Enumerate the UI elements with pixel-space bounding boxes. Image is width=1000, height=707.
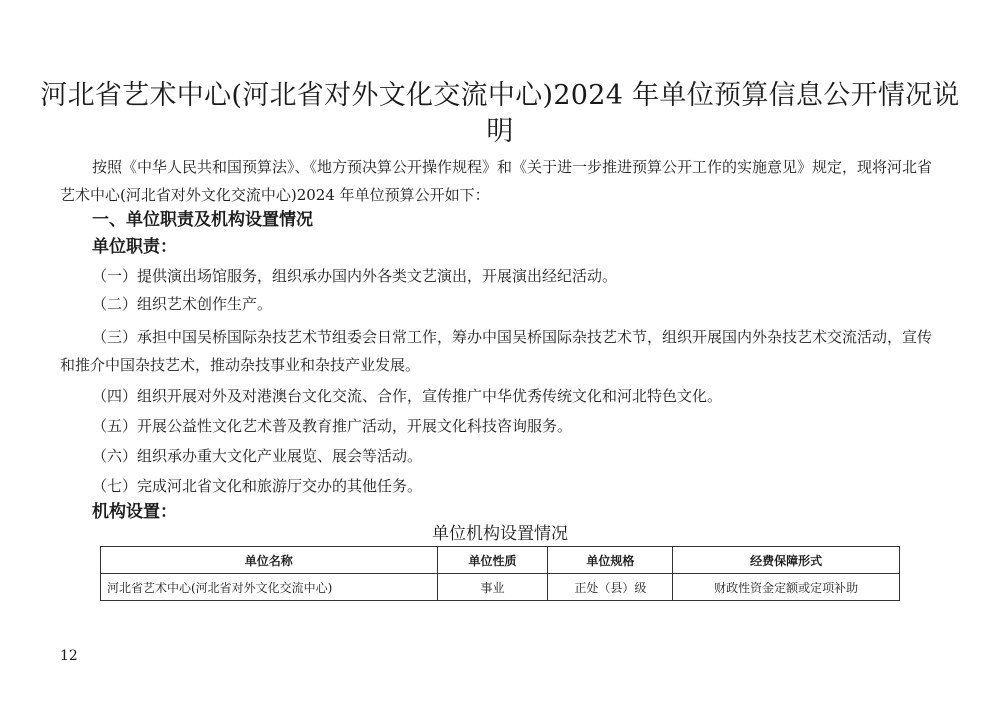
table-header-row xyxy=(101,547,900,574)
cell-unit-name: 河北省艺术中心(河北省对外文化交流中心) xyxy=(101,574,438,601)
duty-item-3: （三）承担中国吴桥国际杂技艺术节组委会日常工作，筹办中国吴桥国际杂技艺术节，组织开展国内外杂技艺术交流活动，宣传和推介中国杂技艺术，推动杂技事业和杂技产业发展。 xyxy=(60,328,933,374)
header-unit-level: 单位规格 xyxy=(548,547,673,574)
duty-item-2: （二）组织艺术创作生产。 xyxy=(92,295,273,313)
header-unit-name: 单位名称 xyxy=(101,547,438,574)
org-heading: 机构设置： xyxy=(92,502,177,522)
table-row xyxy=(101,574,900,601)
title-line-1: 河北省艺术中心(河北省对外文化交流中心)2024 年单位预算信息公开情况说 xyxy=(40,80,960,111)
duty-item-1: （一）提供演出场馆服务，组织承办国内外各类文艺演出，开展演出经纪活动。 xyxy=(92,267,618,285)
duty-item-4: （四）组织开展对外及对港澳台文化交流、合作，宣传推广中华优秀传统文化和河北特色文化。 xyxy=(92,387,723,405)
duty-item-5: （五）开展公益性文化艺术普及教育推广活动，开展文化科技咨询服务。 xyxy=(92,417,573,435)
header-funding-type: 经费保障形式 xyxy=(673,547,900,574)
header-unit-nature: 单位性质 xyxy=(437,547,548,574)
title-line-2: 明 xyxy=(486,116,514,147)
cell-unit-nature: 事业 xyxy=(437,574,548,601)
table-caption: 单位机构设置情况 xyxy=(432,524,568,544)
cell-funding-type: 财政性资金定额或定项补助 xyxy=(673,574,900,601)
section-heading-1: 一、单位职责及机构设置情况 xyxy=(92,210,313,230)
intro-paragraph: 按照《中华人民共和国预算法》、《地方预决算公开操作规程》和《关于进一步推进预算公开工作的实施意见》规定，现将河北省艺术中心(河北省对外文化交流中心)2024 年单位预算公开如下： xyxy=(60,158,933,204)
duty-heading: 单位职责： xyxy=(92,237,177,257)
duty-item-6: （六）组织承办重大文化产业展览、展会等活动。 xyxy=(92,447,423,465)
cell-unit-level: 正处（县）级 xyxy=(548,574,673,601)
document-title xyxy=(40,78,960,150)
org-table xyxy=(100,546,900,601)
page-number: 12 xyxy=(60,648,78,664)
duty-item-7: （七）完成河北省文化和旅游厅交办的其他任务。 xyxy=(92,477,423,495)
